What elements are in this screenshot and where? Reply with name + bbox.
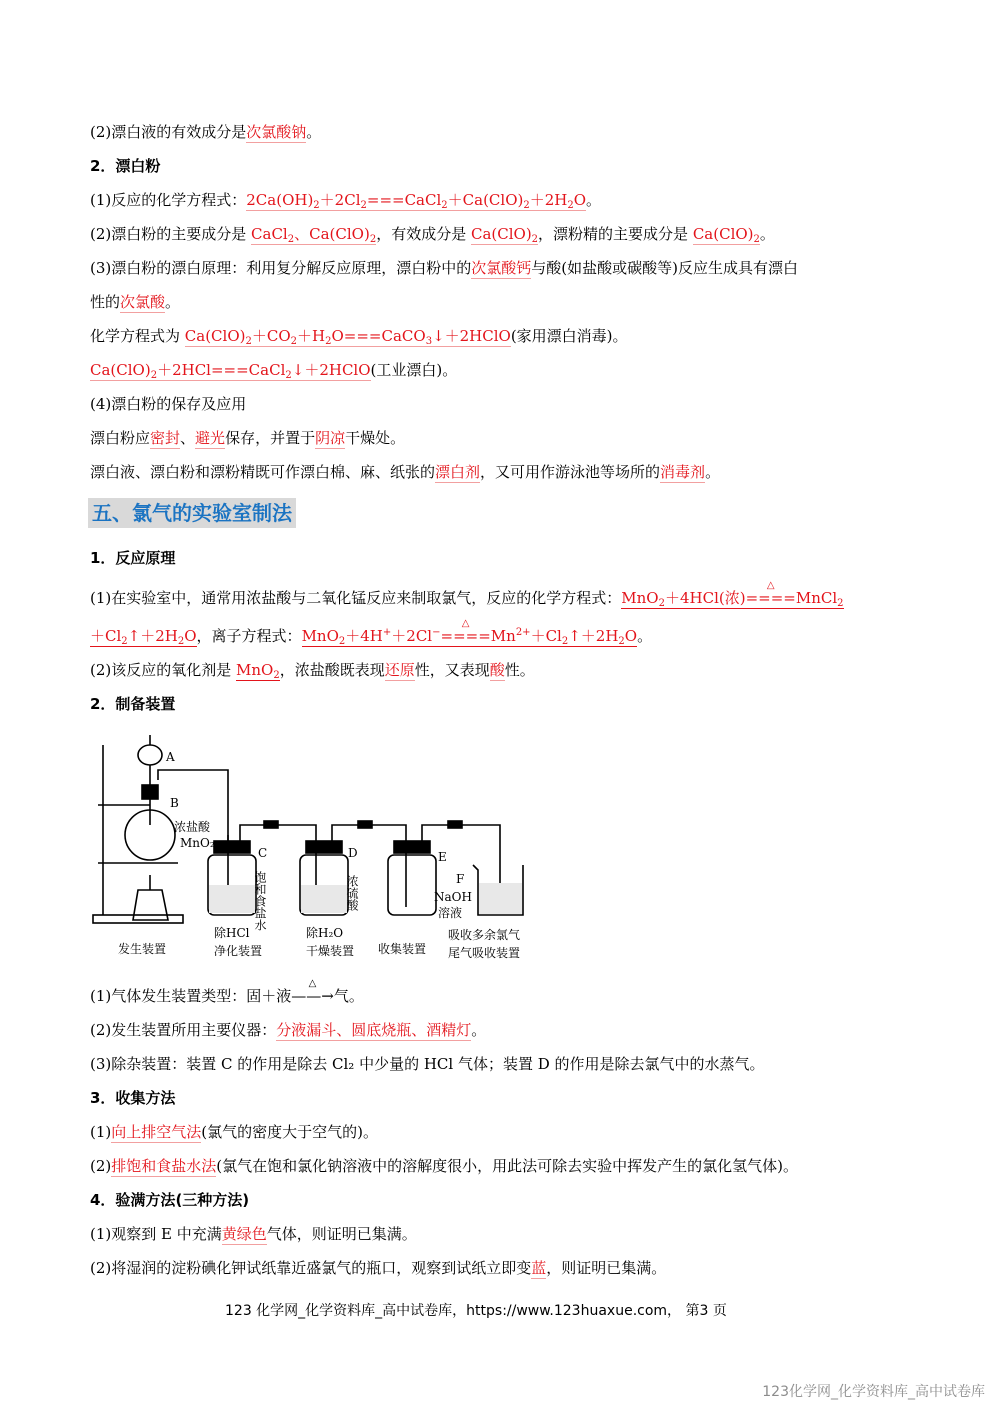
text: (氯气的密度大于空气的)。 <box>201 1123 378 1141</box>
text: (1)在实验室中，通常用浓盐酸与二氧化锰反应来制取氯气，反应的化学方程式： <box>90 589 622 607</box>
text: 气。 <box>333 987 364 1005</box>
text: (氯气在饱和氯化钠溶液中的溶解度很小，用此法可除去实验中挥发产生的氯化氢气体)。 <box>216 1157 798 1175</box>
equation-answer: $Ca(ClO)_2+CO_2+H_2O===CaCO_3↓+2HClO$ <box>184 327 511 347</box>
text: 。 <box>306 123 322 141</box>
text: 性。 <box>504 661 535 679</box>
section-title: 五、氯气的实验室制法 <box>88 498 296 528</box>
answer-blank: 阴凉 <box>315 429 346 447</box>
text: (1)气体发生装置类型：固＋液 <box>90 987 292 1005</box>
svg-text:E: E <box>438 850 447 864</box>
answer-blank: 次氯酸钙 <box>471 259 532 277</box>
svg-text:收集装置: 收集装置 <box>378 942 427 956</box>
heading-collection: 3．收集方法 <box>90 1089 176 1107</box>
industrial-equation-line <box>90 360 457 380</box>
text: ，离子方程式： <box>196 627 302 645</box>
household-equation-line <box>90 326 628 346</box>
text: 化学方程式为 <box>90 327 185 345</box>
text: 干燥处。 <box>345 429 406 447</box>
text: 保存，并置于 <box>225 429 316 447</box>
svg-text:除HCl: 除HCl <box>214 926 250 940</box>
svg-text:除H₂O: 除H₂O <box>306 926 344 940</box>
answer-blank: 避光 <box>195 429 226 447</box>
check-method-1 <box>90 1224 417 1244</box>
text: 。 <box>586 191 602 209</box>
answer-blank: MnO$_2$ <box>236 661 280 681</box>
text: 漂白液、漂白粉和漂粉精既可作漂白棉、麻、纸张的 <box>90 463 436 481</box>
svg-text:净化装置: 净化装置 <box>214 944 263 958</box>
answer-blank: 还原 <box>384 661 415 679</box>
heading-reaction-principle: 1．反应原理 <box>90 549 176 567</box>
reaction-equation-line <box>90 580 844 609</box>
answer-blank: 向上排空气法 <box>111 1123 202 1141</box>
svg-text:A: A <box>166 750 175 764</box>
text: ，漂粉精的主要成分是 <box>538 225 693 243</box>
heating-arrow: △ ——→ <box>291 978 334 1005</box>
device-type-line <box>90 978 364 1006</box>
storage-line <box>90 428 405 448</box>
bleach-powder-components-line <box>90 224 775 244</box>
equation-answer: $Ca(ClO)_2+2HCl===CaCl_2↓+2HClO$ <box>90 361 371 381</box>
text: (2) <box>90 1157 112 1175</box>
heading-check-full: 4．验满方法(三种方法) <box>90 1191 250 1209</box>
answer-blank: $Ca(ClO)_2$ <box>470 225 539 245</box>
oxidizer-line <box>90 660 535 680</box>
answer-blank: 酸 <box>489 661 505 679</box>
answer-blank: 蓝 <box>531 1259 547 1277</box>
text: ，又可用作游泳池等场所的 <box>480 463 661 481</box>
text: (2)将湿润的淀粉碘化钾试纸靠近盛氯气的瓶口，观察到试纸立即变 <box>90 1259 532 1277</box>
svg-text:浓硫酸: 浓硫酸 <box>345 875 359 911</box>
text: ，有效成分是 <box>376 225 471 243</box>
text: (家用漂白消毒)。 <box>510 327 628 345</box>
text: 性的 <box>90 293 121 311</box>
svg-text:MnO₂: MnO₂ <box>180 836 215 850</box>
text: 与酸(如盐酸或碳酸等)反应生成具有漂白 <box>531 259 798 277</box>
heading-apparatus: 2．制备装置 <box>90 695 176 713</box>
equation-answer: MnO$_2$＋4HCl(浓) △ ====MnCl$_2$ <box>621 580 844 609</box>
bleach-principle-line <box>90 258 798 278</box>
svg-text:溶液: 溶液 <box>438 906 463 920</box>
answer-blank: 次氯酸 <box>120 293 166 311</box>
text: 。 <box>705 463 721 481</box>
text: (2)该反应的氧化剂是 <box>90 661 237 679</box>
svg-text:D: D <box>348 846 358 860</box>
text: (1)反应的化学方程式： <box>90 191 247 209</box>
text: (2)漂白液的有效成分是 <box>90 123 247 141</box>
application-line <box>90 462 720 482</box>
svg-text:发生装置: 发生装置 <box>118 942 167 956</box>
text: ，则证明已集满。 <box>546 1259 667 1277</box>
answer-blank: 排饱和食盐水法 <box>111 1157 217 1175</box>
answer-blank: $Ca(ClO)_2$ <box>692 225 760 245</box>
purification-line: (3)除杂装置：装置 C 的作用是除去 Cl₂ 中少量的 HCl 气体；装置 D 的作用是除去氯气中的水蒸气。 <box>90 1055 765 1073</box>
bleach-principle-line-2 <box>90 292 180 312</box>
text: (3)漂白粉的漂白原理：利用复分解反应原理，漂白粉中的 <box>90 259 472 277</box>
svg-text:浓盐酸: 浓盐酸 <box>174 820 211 834</box>
ionic-equation-answer: MnO$_2$＋4H+＋2Cl− △ $====Mn^{2+}+Cl_2↑+2H_2O$ <box>301 618 638 647</box>
answer-blank: 次氯酸钠 <box>246 123 307 141</box>
svg-text:吸收多余氯气: 吸收多余氯气 <box>448 928 521 942</box>
svg-text:C: C <box>258 846 268 860</box>
answer-blank: 消毒剂 <box>660 463 706 481</box>
text: 。 <box>759 225 775 243</box>
collection-method-2 <box>90 1156 798 1176</box>
text: 性，又表现 <box>414 661 490 679</box>
equation-answer: $+Cl_2↑+2H_2O$ <box>90 627 197 647</box>
apparatus-diagram <box>88 725 538 975</box>
collection-method-1 <box>90 1122 378 1142</box>
ionic-equation-line <box>90 618 653 647</box>
text: (1) <box>90 1123 112 1141</box>
text: (2)漂白粉的主要成分是 <box>90 225 252 243</box>
text: 。 <box>471 1021 487 1039</box>
svg-text:饱和食盐水: 饱和食盐水 <box>253 871 267 931</box>
text: 漂白粉应 <box>90 429 151 447</box>
instruments-line <box>90 1020 486 1040</box>
text: (1)观察到 E 中充满 <box>90 1225 222 1243</box>
svg-text:干燥装置: 干燥装置 <box>306 944 355 958</box>
bleach-liquid-effective-line <box>90 122 321 142</box>
equation-answer: $2Ca(OH)_2+2Cl_2===CaCl_2+Ca(ClO)_2+2H_2O$ <box>246 191 587 211</box>
answer-blank: CaCl$_2$、$Ca(ClO)_2$ <box>251 225 377 245</box>
answer-blank: 黄绿色 <box>221 1225 267 1243</box>
text: (工业漂白)。 <box>370 361 458 379</box>
storage-heading-line: (4)漂白粉的保存及应用 <box>90 395 247 413</box>
svg-text:F: F <box>456 872 465 886</box>
answer-blank: 密封 <box>150 429 181 447</box>
text: 。 <box>165 293 181 311</box>
text: 气体，则证明已集满。 <box>266 1225 417 1243</box>
heading-bleach-powder: 2．漂白粉 <box>90 157 161 175</box>
bleach-powder-equation-line <box>90 190 601 210</box>
check-method-2 <box>90 1258 666 1278</box>
svg-text:尾气吸收装置: 尾气吸收装置 <box>448 946 521 960</box>
answer-blank: 分液漏斗、圆底烧瓶、酒精灯 <box>276 1021 472 1039</box>
watermark: 123化学网_化学资料库_高中试卷库 <box>762 1384 985 1400</box>
text: 、 <box>180 429 196 447</box>
text: ，浓盐酸既表现 <box>279 661 385 679</box>
answer-blank: 漂白剂 <box>435 463 481 481</box>
page-footer: 123 化学网_化学资料库_高中试卷库，https://www.123huaxue.com， 第3 页 <box>225 1303 727 1319</box>
text: 。 <box>637 627 653 645</box>
text: (2)发生装置所用主要仪器： <box>90 1021 277 1039</box>
svg-text:B: B <box>170 796 179 810</box>
svg-text:NaOH: NaOH <box>434 890 472 904</box>
